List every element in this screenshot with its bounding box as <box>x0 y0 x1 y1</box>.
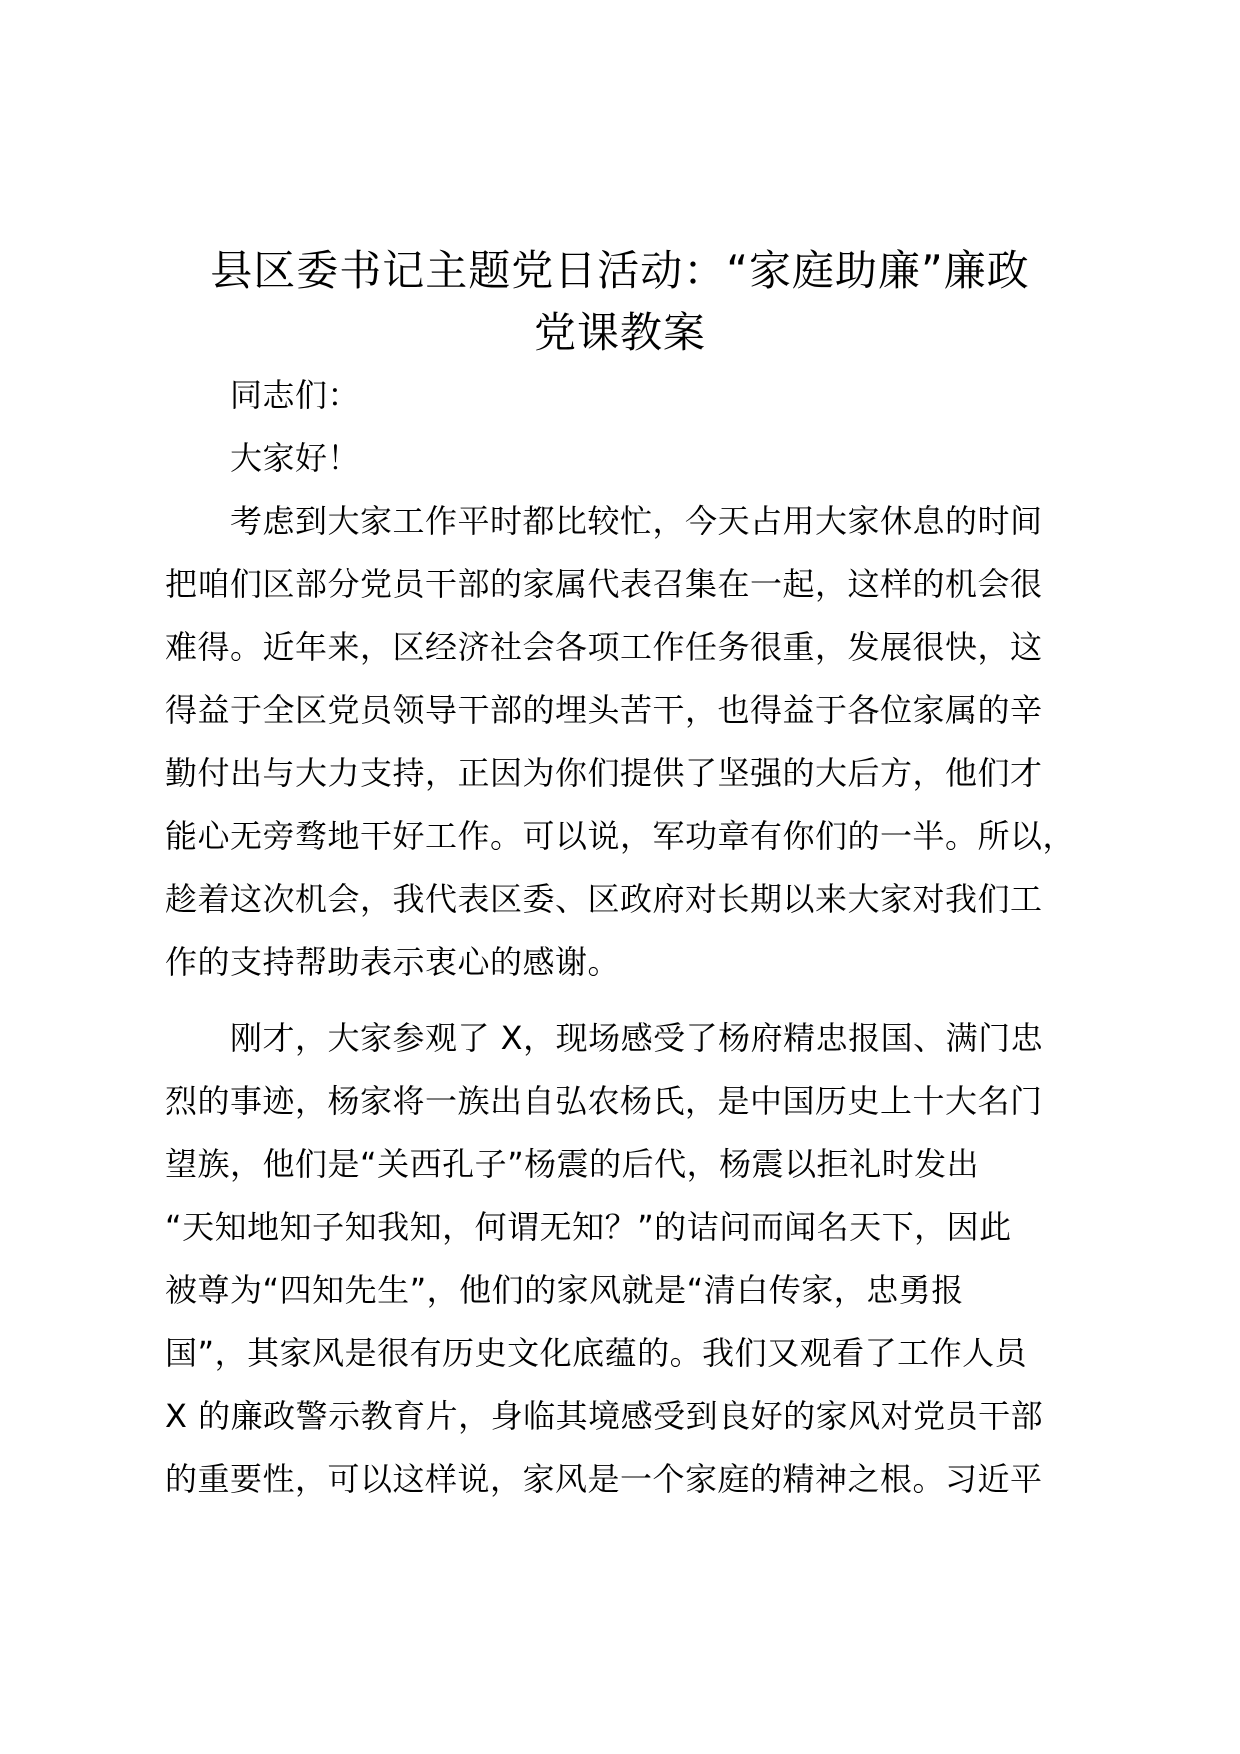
paragraph-1-line-2: 把咱们区部分党员干部的家属代表召集在一起，这样的机会很 <box>165 565 1043 603</box>
paragraph-1-line-5: 勤付出与大力支持，正因为你们提供了坚强的大后方，他们才 <box>165 754 1043 792</box>
title-line-2: 党课教案 <box>533 308 706 357</box>
paragraph-2-line-4: “天知地知子知我知，何谓无知？”的诘问而闻名天下，因此 <box>165 1208 1012 1246</box>
paragraph-2-line-1: 刚才，大家参观了 X，现场感受了杨府精忠报国、满门忠 <box>230 1019 1044 1057</box>
salutation-line: 大家好！ <box>230 439 361 477</box>
paragraph-1-line-7: 趁着这次机会，我代表区委、区政府对长期以来大家对我们工 <box>165 880 1043 918</box>
title-line-1: 县区委书记主题党日活动：“家庭助廉”廉政 <box>210 246 1030 295</box>
paragraph-2-line-2: 烈的事迹，杨家将一族出自弘农杨氏，是中国历史上十大名门 <box>165 1082 1043 1120</box>
paragraph-1-line-8: 作的支持帮助表示衷心的感谢。 <box>165 943 621 981</box>
paragraph-1-line-4: 得益于全区党员领导干部的埋头苦干，也得益于各位家属的辛 <box>165 691 1043 729</box>
paragraph-2-line-6: 国”，其家风是很有历史文化底蕴的。我们又观看了工作人员 <box>165 1334 1028 1372</box>
paragraph-2-line-5: 被尊为“四知先生”，他们的家风就是“清白传家，忠勇报 <box>165 1271 964 1309</box>
paragraph-2-line-8: 的重要性，可以这样说，家风是一个家庭的精神之根。习近平 <box>165 1460 1043 1498</box>
paragraph-1-line-3: 难得。近年来，区经济社会各项工作任务很重，发展很快，这 <box>165 628 1043 666</box>
paragraph-1-line-6: 能心无旁骛地干好工作。可以说，军功章有你们的一半。所以， <box>165 817 1076 855</box>
paragraph-1-line-1: 考虑到大家工作平时都比较忙，今天占用大家休息的时间 <box>230 502 1043 540</box>
greeting-line: 同志们： <box>230 376 361 414</box>
document-title <box>150 240 1090 364</box>
paragraph-2-line-3: 望族，他们是“关西孔子”杨震的后代，杨震以拒礼时发出 <box>165 1145 980 1183</box>
paragraph-2-line-7: X 的廉政警示教育片，身临其境感受到良好的家风对党员干部 <box>165 1397 1044 1435</box>
